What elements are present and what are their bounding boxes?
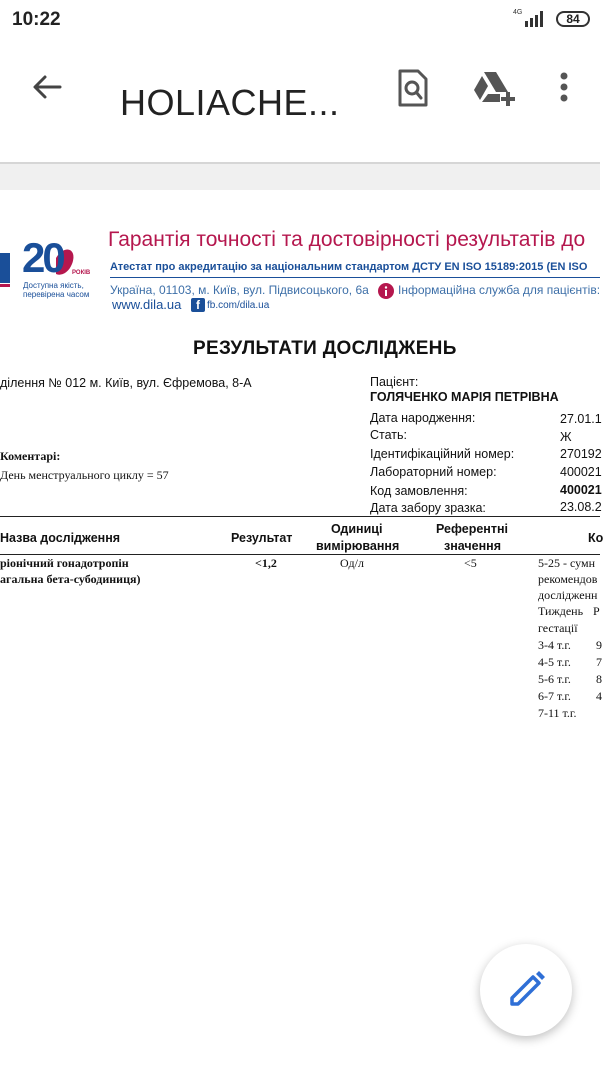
facebook-icon: f [191, 298, 205, 312]
gestation-value: 7 [596, 655, 602, 669]
left-logo-caption [0, 284, 10, 287]
col-header-ref-2: значення [444, 539, 502, 553]
left-logo [0, 253, 10, 283]
test-reference: <5 [464, 556, 477, 570]
logo-tagline-1: Доступна якість, [23, 281, 84, 290]
patient-name: ГОЛЯЧЕНКО МАРІЯ ПЕТРІВНА [370, 390, 559, 404]
gestation-week: 7-11 т.г. [538, 706, 577, 720]
document-title: HOLIACHE... [120, 82, 340, 123]
page-separator [0, 164, 600, 190]
info-service: Інформаційна служба для пацієнтів: [398, 283, 601, 297]
field-value: 400021 [560, 483, 602, 497]
battery-indicator: 84 [556, 11, 590, 27]
patient-label: Пацієнт: [370, 375, 419, 389]
col-header-ref-1: Референтні [436, 522, 508, 536]
test-name-line-1: ріонічний гонадотропін [0, 556, 129, 570]
col-header-result: Результат [231, 531, 293, 545]
table-top-rule [0, 516, 600, 517]
table-header-rule [0, 554, 600, 555]
col-header-units-2: вимірювання [316, 539, 400, 553]
col-header-name: Назва дослідження [0, 531, 121, 545]
pdf-page[interactable] [0, 190, 603, 1066]
branch-address: ділення № 012 м. Київ, вул. Єфремова, 8-А [0, 376, 252, 390]
edit-fab-button[interactable] [480, 944, 572, 1036]
info-icon [378, 283, 394, 299]
find-in-document-icon[interactable] [395, 68, 431, 108]
comment-line: 5-25 - сумн [538, 556, 596, 570]
field-label: Дата народження: [370, 411, 476, 425]
field-value: 27.01.1 [560, 412, 602, 426]
field-label: Дата забору зразка: [370, 501, 486, 515]
gestation-header-1: Тиждень [538, 604, 584, 618]
logo-years: РОКІВ [72, 270, 91, 276]
comment-line: дослідженн [538, 588, 598, 602]
comment-line: рекомендов [538, 572, 598, 586]
logo-tagline-2: перевірена часом [23, 290, 90, 299]
edit-pencil-icon [480, 944, 572, 1036]
col-header-comment: Ко [588, 531, 603, 545]
field-value: 270192 [560, 447, 602, 461]
field-label: Ідентифікаційний номер: [370, 447, 515, 461]
results-title: РЕЗУЛЬТАТИ ДОСЛІДЖЕНЬ [193, 338, 457, 359]
gestation-week: 3-4 т.г. [538, 638, 571, 652]
logo-number: 20 [22, 234, 63, 281]
field-label: Стать: [370, 428, 407, 442]
lab-address: Україна, 01103, м. Київ, вул. Підвисоцького, 6а [110, 283, 369, 297]
back-arrow-icon[interactable] [30, 70, 64, 104]
test-name-line-2: агальна бета-субодиниця) [0, 572, 141, 586]
comments-label: Коментарі: [0, 449, 61, 463]
comments-text: День менструального циклу = 57 [0, 468, 169, 482]
field-value: 400021 [560, 465, 602, 479]
gestation-value: 4 [596, 689, 602, 703]
field-value: Ж [560, 430, 572, 444]
field-value: 23.08.2 [560, 500, 602, 514]
gestation-week: 5-6 т.г. [538, 672, 571, 686]
accreditation-line: Атестат про акредитацію за національним стандартом ДСТУ EN ISO 15189:2015 (EN ISO [110, 261, 588, 273]
test-result: <1,2 [255, 556, 277, 570]
facebook-link[interactable]: fb.com/dila.ua [207, 300, 270, 311]
test-units: Од/л [340, 556, 364, 570]
col-header-units-1: Одиниці [331, 522, 383, 536]
website-link[interactable]: www.dila.ua [112, 297, 182, 312]
guarantee-headline: Гарантія точності та достовірності результатів до [108, 228, 586, 251]
gestation-header-col2: Р [593, 604, 600, 618]
add-to-drive-icon[interactable] [472, 68, 516, 108]
gestation-week: 6-7 т.г. [538, 689, 571, 703]
accreditation-divider [110, 277, 600, 278]
app-bar [0, 40, 600, 164]
network-type: 4G [513, 9, 523, 16]
more-vert-icon[interactable] [552, 70, 576, 110]
status-clock: 10:22 [12, 9, 61, 30]
gestation-week: 4-5 т.г. [538, 655, 571, 669]
gestation-value: 9 [596, 638, 602, 652]
gestation-header-2: гестації [538, 621, 578, 635]
field-label: Код замовлення: [370, 484, 468, 498]
gestation-value: 8 [596, 672, 602, 686]
field-label: Лабораторний номер: [370, 465, 497, 479]
signal-icon [525, 11, 547, 27]
status-bar [0, 0, 600, 40]
